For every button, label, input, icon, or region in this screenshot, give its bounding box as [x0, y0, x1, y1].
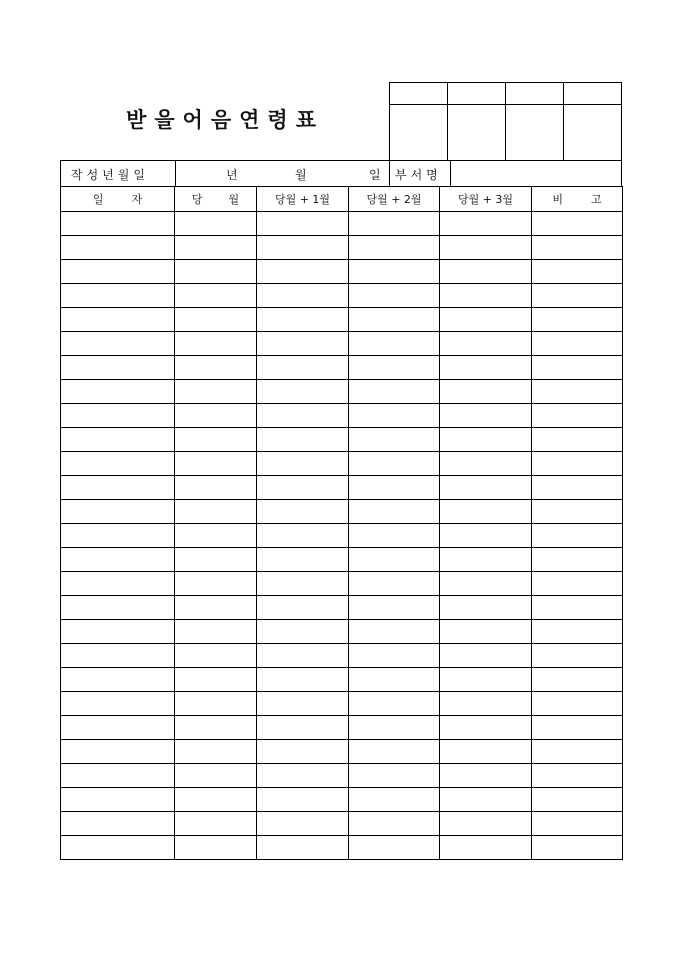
table-row — [61, 572, 623, 596]
table-row — [61, 260, 623, 284]
table-cell[interactable] — [257, 284, 349, 308]
table-cell[interactable] — [440, 836, 532, 860]
table-cell[interactable] — [349, 620, 440, 644]
table-cell[interactable] — [257, 788, 349, 812]
table-cell[interactable] — [349, 476, 440, 500]
table-cell[interactable] — [349, 260, 440, 284]
table-cell[interactable] — [349, 692, 440, 716]
table-cell[interactable] — [349, 380, 440, 404]
table-cell[interactable] — [349, 356, 440, 380]
table-cell[interactable] — [175, 836, 257, 860]
table-cell[interactable] — [532, 212, 623, 236]
table-cell[interactable] — [175, 788, 257, 812]
day-label: 일 — [369, 168, 381, 182]
table-cell[interactable] — [257, 260, 349, 284]
column-header-month-plus-3: 당월 + 3월 — [440, 187, 532, 212]
table-cell[interactable] — [257, 668, 349, 692]
table-cell[interactable] — [532, 620, 623, 644]
table-cell[interactable] — [532, 476, 623, 500]
table-row — [61, 284, 623, 308]
table-row — [61, 356, 623, 380]
table-cell[interactable] — [61, 452, 175, 476]
table-cell[interactable] — [532, 452, 623, 476]
table-cell[interactable] — [257, 476, 349, 500]
table-cell[interactable] — [440, 212, 532, 236]
table-cell[interactable] — [257, 812, 349, 836]
table-cell[interactable] — [349, 812, 440, 836]
table-row — [61, 428, 623, 452]
table-cell[interactable] — [61, 836, 175, 860]
table-cell[interactable] — [61, 716, 175, 740]
table-cell[interactable] — [532, 716, 623, 740]
table-cell[interactable] — [175, 740, 257, 764]
table-cell[interactable] — [175, 692, 257, 716]
table-cell[interactable] — [61, 356, 175, 380]
table-row — [61, 740, 623, 764]
table-cell[interactable] — [61, 692, 175, 716]
table-cell[interactable] — [440, 788, 532, 812]
table-row — [61, 212, 623, 236]
table-cell[interactable] — [257, 404, 349, 428]
form-title: 받을어음연령표 — [125, 107, 324, 132]
table-cell[interactable] — [349, 740, 440, 764]
table-cell[interactable] — [349, 500, 440, 524]
table-cell[interactable] — [175, 644, 257, 668]
table-row — [61, 644, 623, 668]
divider — [450, 161, 451, 186]
table-cell[interactable] — [257, 572, 349, 596]
table-row — [61, 332, 623, 356]
table-cell[interactable] — [175, 716, 257, 740]
table-cell[interactable] — [349, 308, 440, 332]
table-cell[interactable] — [349, 764, 440, 788]
department-label: 부서명 — [395, 168, 442, 182]
table-cell[interactable] — [349, 428, 440, 452]
table-cell[interactable] — [349, 788, 440, 812]
table-cell[interactable] — [349, 716, 440, 740]
table-cell[interactable] — [532, 332, 623, 356]
column-header-month-plus-2: 당월 + 2월 — [349, 187, 440, 212]
approval-sign-cell[interactable] — [564, 105, 622, 161]
table-cell[interactable] — [349, 452, 440, 476]
table-cell[interactable] — [532, 764, 623, 788]
table-cell[interactable] — [349, 404, 440, 428]
table-cell[interactable] — [440, 500, 532, 524]
table-row — [61, 620, 623, 644]
table-cell[interactable] — [175, 356, 257, 380]
table-cell[interactable] — [175, 452, 257, 476]
table-cell[interactable] — [257, 356, 349, 380]
table-cell[interactable] — [532, 836, 623, 860]
table-cell[interactable] — [61, 236, 175, 260]
created-date-label: 작성년월일 — [71, 168, 149, 182]
table-cell[interactable] — [61, 644, 175, 668]
approval-sign-cell[interactable] — [390, 105, 448, 161]
table-cell[interactable] — [440, 284, 532, 308]
table-cell[interactable] — [532, 548, 623, 572]
table-cell[interactable] — [349, 332, 440, 356]
table-cell[interactable] — [440, 812, 532, 836]
table-cell[interactable] — [257, 548, 349, 572]
table-cell[interactable] — [257, 716, 349, 740]
table-cell[interactable] — [349, 212, 440, 236]
table-cell[interactable] — [61, 308, 175, 332]
table-cell[interactable] — [440, 668, 532, 692]
table-cell[interactable] — [61, 404, 175, 428]
table-cell[interactable] — [440, 260, 532, 284]
table-cell[interactable] — [175, 596, 257, 620]
table-cell[interactable] — [440, 572, 532, 596]
table-row — [61, 548, 623, 572]
table-cell[interactable] — [532, 812, 623, 836]
table-cell[interactable] — [532, 380, 623, 404]
table-cell[interactable] — [61, 284, 175, 308]
table-cell[interactable] — [440, 548, 532, 572]
year-label: 년 — [226, 168, 238, 182]
table-row — [61, 308, 623, 332]
table-cell[interactable] — [257, 692, 349, 716]
table-cell[interactable] — [175, 572, 257, 596]
table-row — [61, 692, 623, 716]
table-cell[interactable] — [175, 284, 257, 308]
table-cell[interactable] — [349, 668, 440, 692]
table-cell[interactable] — [532, 356, 623, 380]
table-cell[interactable] — [257, 380, 349, 404]
table-cell[interactable] — [532, 596, 623, 620]
table-row — [61, 404, 623, 428]
table-cell[interactable] — [532, 740, 623, 764]
table-cell[interactable] — [175, 260, 257, 284]
approval-header-cell[interactable] — [390, 83, 448, 105]
table-cell[interactable] — [349, 284, 440, 308]
table-cell[interactable] — [61, 428, 175, 452]
approval-header-cell[interactable] — [506, 83, 564, 105]
column-header-date: 일 자 — [61, 187, 175, 212]
table-cell[interactable] — [175, 476, 257, 500]
month-label: 월 — [295, 168, 307, 182]
table-cell[interactable] — [257, 836, 349, 860]
table-cell[interactable] — [61, 212, 175, 236]
table-cell[interactable] — [257, 620, 349, 644]
table-cell[interactable] — [61, 620, 175, 644]
table-cell[interactable] — [440, 692, 532, 716]
table-cell[interactable] — [532, 284, 623, 308]
table-row — [61, 380, 623, 404]
table-cell[interactable] — [532, 404, 623, 428]
table-cell[interactable] — [349, 548, 440, 572]
table-cell[interactable] — [257, 500, 349, 524]
approval-box — [389, 82, 622, 161]
table-cell[interactable] — [440, 596, 532, 620]
table-cell[interactable] — [349, 644, 440, 668]
table-row — [61, 500, 623, 524]
table-cell[interactable] — [440, 452, 532, 476]
table-cell[interactable] — [61, 764, 175, 788]
table-cell[interactable] — [257, 764, 349, 788]
table-cell[interactable] — [532, 236, 623, 260]
table-cell[interactable] — [175, 620, 257, 644]
info-row — [60, 160, 622, 186]
table-cell[interactable] — [349, 236, 440, 260]
table-cell[interactable] — [61, 788, 175, 812]
table-cell[interactable] — [257, 236, 349, 260]
table-cell[interactable] — [257, 644, 349, 668]
table-cell[interactable] — [61, 524, 175, 548]
table-row — [61, 452, 623, 476]
table-cell[interactable] — [61, 476, 175, 500]
approval-sign-cell[interactable] — [506, 105, 564, 161]
table-cell[interactable] — [175, 236, 257, 260]
table-cell[interactable] — [257, 524, 349, 548]
table-cell[interactable] — [532, 524, 623, 548]
table-cell[interactable] — [61, 812, 175, 836]
table-row — [61, 812, 623, 836]
table-cell[interactable] — [175, 668, 257, 692]
table-cell[interactable] — [532, 572, 623, 596]
divider — [389, 161, 390, 186]
table-row — [61, 524, 623, 548]
table-cell[interactable] — [61, 380, 175, 404]
table-cell[interactable] — [440, 380, 532, 404]
table-cell[interactable] — [532, 428, 623, 452]
table-cell[interactable] — [440, 236, 532, 260]
table-row — [61, 668, 623, 692]
approval-sign-cell[interactable] — [448, 105, 506, 161]
table-cell[interactable] — [440, 404, 532, 428]
table-cell[interactable] — [175, 380, 257, 404]
table-cell[interactable] — [175, 548, 257, 572]
table-row — [61, 716, 623, 740]
table-cell[interactable] — [440, 308, 532, 332]
table-cell[interactable] — [349, 836, 440, 860]
table-cell[interactable] — [61, 500, 175, 524]
table-row — [61, 596, 623, 620]
table-cell[interactable] — [61, 740, 175, 764]
table-cell[interactable] — [349, 524, 440, 548]
table-cell[interactable] — [440, 476, 532, 500]
table-row — [61, 788, 623, 812]
table-cell[interactable] — [257, 332, 349, 356]
table-cell[interactable] — [532, 308, 623, 332]
approval-header-cell[interactable] — [564, 83, 622, 105]
table-cell[interactable] — [532, 788, 623, 812]
table-cell[interactable] — [440, 524, 532, 548]
table-cell[interactable] — [257, 452, 349, 476]
table-cell[interactable] — [440, 428, 532, 452]
table-cell[interactable] — [440, 716, 532, 740]
table-cell[interactable] — [257, 212, 349, 236]
table-cell[interactable] — [532, 668, 623, 692]
column-header-remarks: 비 고 — [532, 187, 623, 212]
table-cell[interactable] — [61, 572, 175, 596]
table-cell[interactable] — [532, 692, 623, 716]
table-cell[interactable] — [440, 740, 532, 764]
table-cell[interactable] — [440, 332, 532, 356]
table-cell[interactable] — [532, 500, 623, 524]
table-cell[interactable] — [61, 332, 175, 356]
table-cell[interactable] — [61, 548, 175, 572]
table-cell[interactable] — [61, 596, 175, 620]
table-cell[interactable] — [175, 812, 257, 836]
table-cell[interactable] — [175, 212, 257, 236]
table-row — [61, 476, 623, 500]
table-cell[interactable] — [440, 644, 532, 668]
table-row — [61, 836, 623, 860]
table-cell[interactable] — [175, 764, 257, 788]
table-cell[interactable] — [175, 428, 257, 452]
table-cell[interactable] — [175, 404, 257, 428]
table-cell[interactable] — [175, 308, 257, 332]
table-cell[interactable] — [175, 500, 257, 524]
table-cell[interactable] — [257, 740, 349, 764]
column-header-month-plus-1: 당월 + 1월 — [257, 187, 349, 212]
table-row — [61, 764, 623, 788]
table-cell[interactable] — [257, 428, 349, 452]
column-header-current-month: 당 월 — [175, 187, 257, 212]
table-cell[interactable] — [257, 308, 349, 332]
approval-header-cell[interactable] — [448, 83, 506, 105]
table-cell[interactable] — [440, 356, 532, 380]
table-cell[interactable] — [349, 596, 440, 620]
table-cell[interactable] — [349, 572, 440, 596]
aging-table — [60, 186, 623, 860]
table-cell[interactable] — [440, 620, 532, 644]
table-row — [61, 236, 623, 260]
divider — [175, 161, 176, 186]
table-cell[interactable] — [175, 332, 257, 356]
table-cell[interactable] — [532, 260, 623, 284]
table-cell[interactable] — [61, 668, 175, 692]
table-cell[interactable] — [532, 644, 623, 668]
table-cell[interactable] — [257, 596, 349, 620]
table-cell[interactable] — [175, 524, 257, 548]
table-cell[interactable] — [61, 260, 175, 284]
table-cell[interactable] — [440, 764, 532, 788]
